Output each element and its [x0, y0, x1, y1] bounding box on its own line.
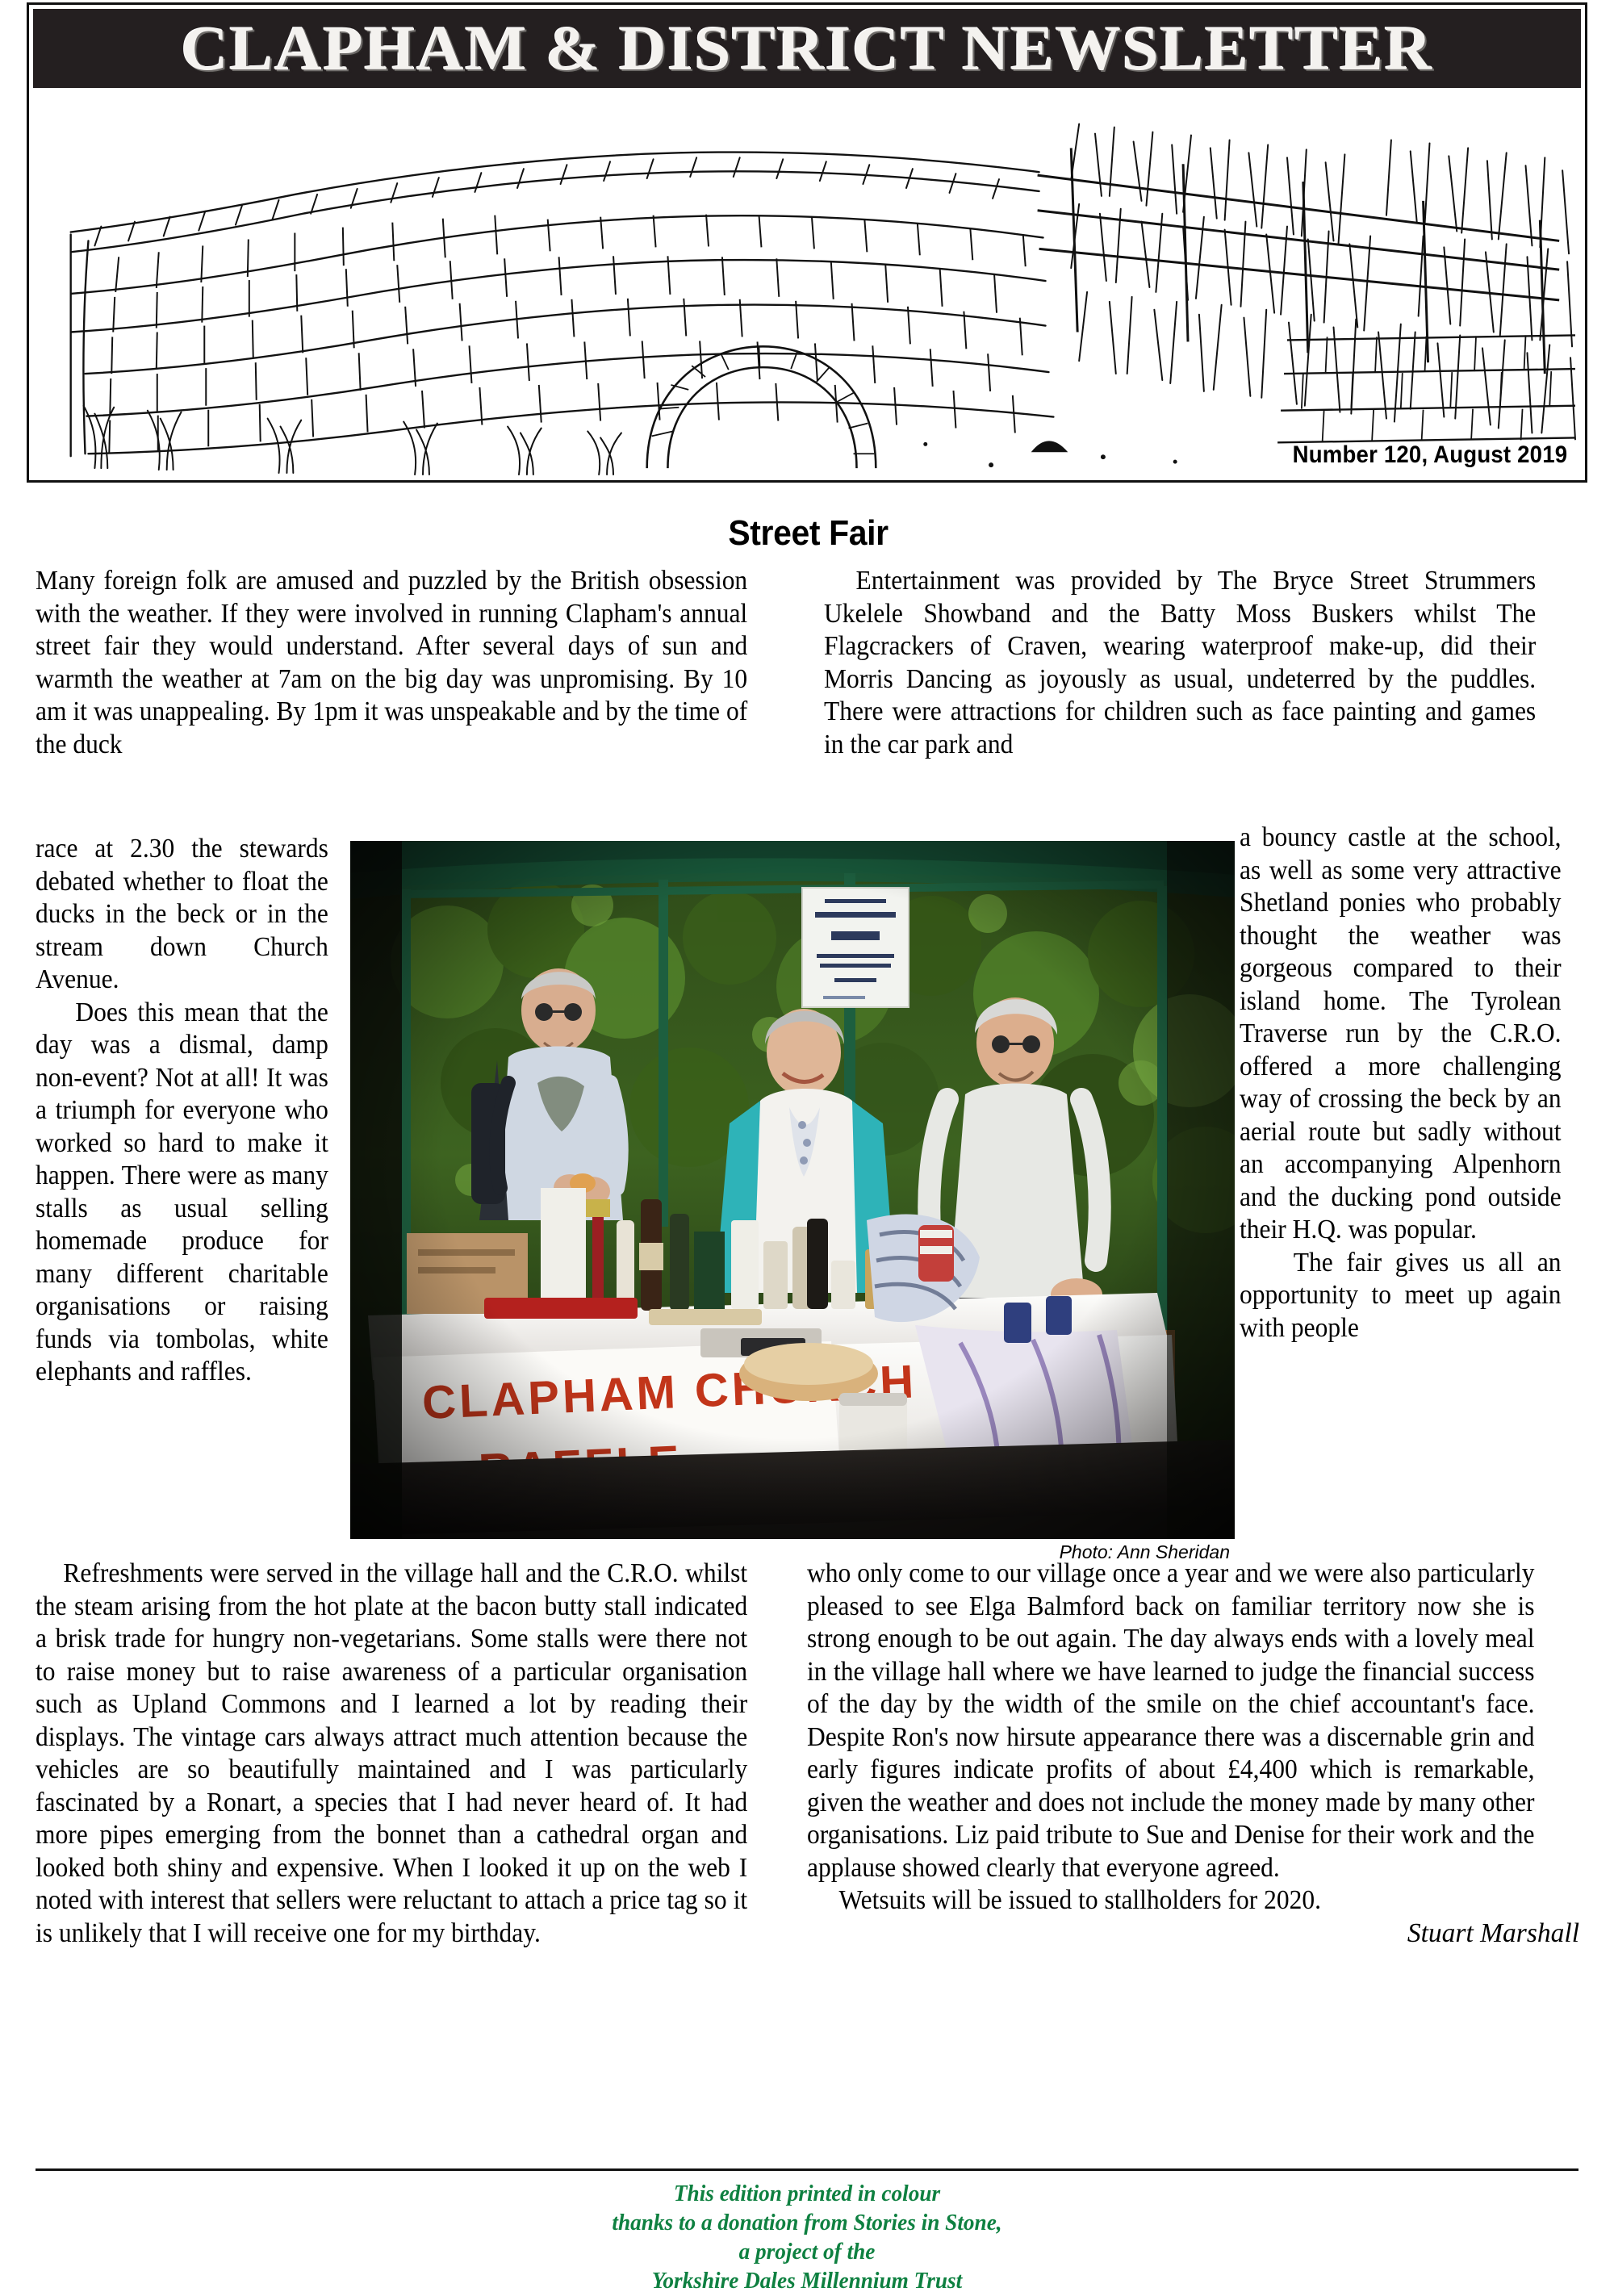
article-title: Street Fair — [728, 513, 889, 553]
footer-line-2: thanks to a donation from Stories in Stone, — [612, 2210, 1002, 2235]
article-byline: Stuart Marshall — [1407, 1918, 1579, 1948]
footer-credit-block — [48, 2179, 1566, 2295]
street-fair-raffle-stall-photo — [350, 841, 1235, 1539]
street-fair-photo-figure — [350, 841, 1235, 1562]
left-column-wrap-text — [36, 833, 347, 1389]
photo-credit: Photo: Ann Sheridan — [1059, 1541, 1230, 1562]
masthead — [27, 2, 1587, 483]
paragraph-bottom-left: Refreshments were served in the village hall and the C.R.O. whilst the steam arising from the hot plate at the bacon butty stall indicated a brisk trade for hungry non-vegetarians. Some stalls were there not to raise money but to raise awareness of a particular organisation such as Upland Commons and I learned a lot by reading their displays. The vintage cars always attract much attention because the vehicles are so beautifully maintained and I was particularly fascinated by a Ronart, a species that I had never heard of. It had more pipes emerging from the bonnet than a cathedral organ and looked both shiny and expensive. When I looked it up on the web I noted with interest that sellers were reluctant to attach a price tag so it is unlikely that I will receive one for my birthday. — [36, 1558, 748, 1948]
paragraph-entertainment: Entertainment was provided by The Bryce Street Strummers Ukelele Showband and the Batty Moss Buskers whilst The Flagcrackers of Craven, wearing waterproof make-up, did their Morris Dancing as joyously as usual, undeterred by the puddles. There were attractions for children such as face painting and games in the car park and — [823, 566, 1536, 759]
issue-number-label: Number 120, August 2019 — [1292, 441, 1567, 468]
right-column-wrap-text — [1240, 822, 1582, 1345]
paragraph-bottom-right: who only come to our village once a year and we were also particularly pleased to see Elga Balmford back on familiar territory now she is strong enough to be out again. The day always ends with a lovely meal in the village hall where we have learned to judge the financial success of the day by the width of the smile on the chief accountant's face. Despite Ron's now hirsute appearance there was a discernable grin and early figures indicate profits of about £4,400 which is remarkable, given the weather and does not include the money made by many other organisations. Liz paid tribute to Sue and Denise for their work and the applause showed clearly that everyone agreed. — [807, 1558, 1535, 1883]
footer-divider — [36, 2168, 1578, 2171]
newsletter-title: CLAPHAM & DISTRICT NEWSLETTER — [181, 13, 1433, 83]
footer-line-3: a project of the — [738, 2239, 876, 2265]
article-street-fair — [36, 513, 1581, 765]
footer-line-4: Yorkshire Dales Millennium Trust — [651, 2268, 963, 2294]
paragraph-intro: Many foreign folk are amused and puzzled by the British obsession with the weather. If they were involved in running Clapham's annual street fair they would understand. After several days of sun and warmth the weather at 7am on the big day was unpromising. By 10 am it was unappealing. By 1pm it was unspeakable and by the time of the duck — [36, 566, 748, 759]
paragraph-left-wrap: race at 2.30 the stewards debated whether to float the ducks in the beck or in the stream down Church Avenue. Does this mean that the day was a dismal, damp non-event? Not at all! It was a triumph for everyone who worked so hard to make it happen. There were as many stalls as usual selling homemade produce for many different charitable organisations or raising funds via tombolas, white elephants and raffles. — [36, 834, 328, 1386]
paragraph-closing: Wetsuits will be issued to stallholders for 2020. — [838, 1885, 1321, 1915]
article-bottom-right — [807, 1558, 1581, 1950]
stone-bridge-illustration — [33, 92, 1581, 476]
paragraph-right-wrap: a bouncy castle at the school, as well as some very attractive Shetland ponies who probably thought the weather was gorgeous compared to their island home. The Tyrolean Traverse run by the C.R.O. offered a more challenging way of crossing the beck by an aerial route but sadly without an accompanying Alpenhorn and the ducking pond outside their H.Q. was popular. The fair gives us all an opportunity to meet up again with people — [1240, 822, 1562, 1343]
footer-line-1: This edition printed in colour — [673, 2181, 941, 2206]
masthead-title-bar — [33, 9, 1581, 88]
article-top-columns — [36, 565, 1581, 765]
